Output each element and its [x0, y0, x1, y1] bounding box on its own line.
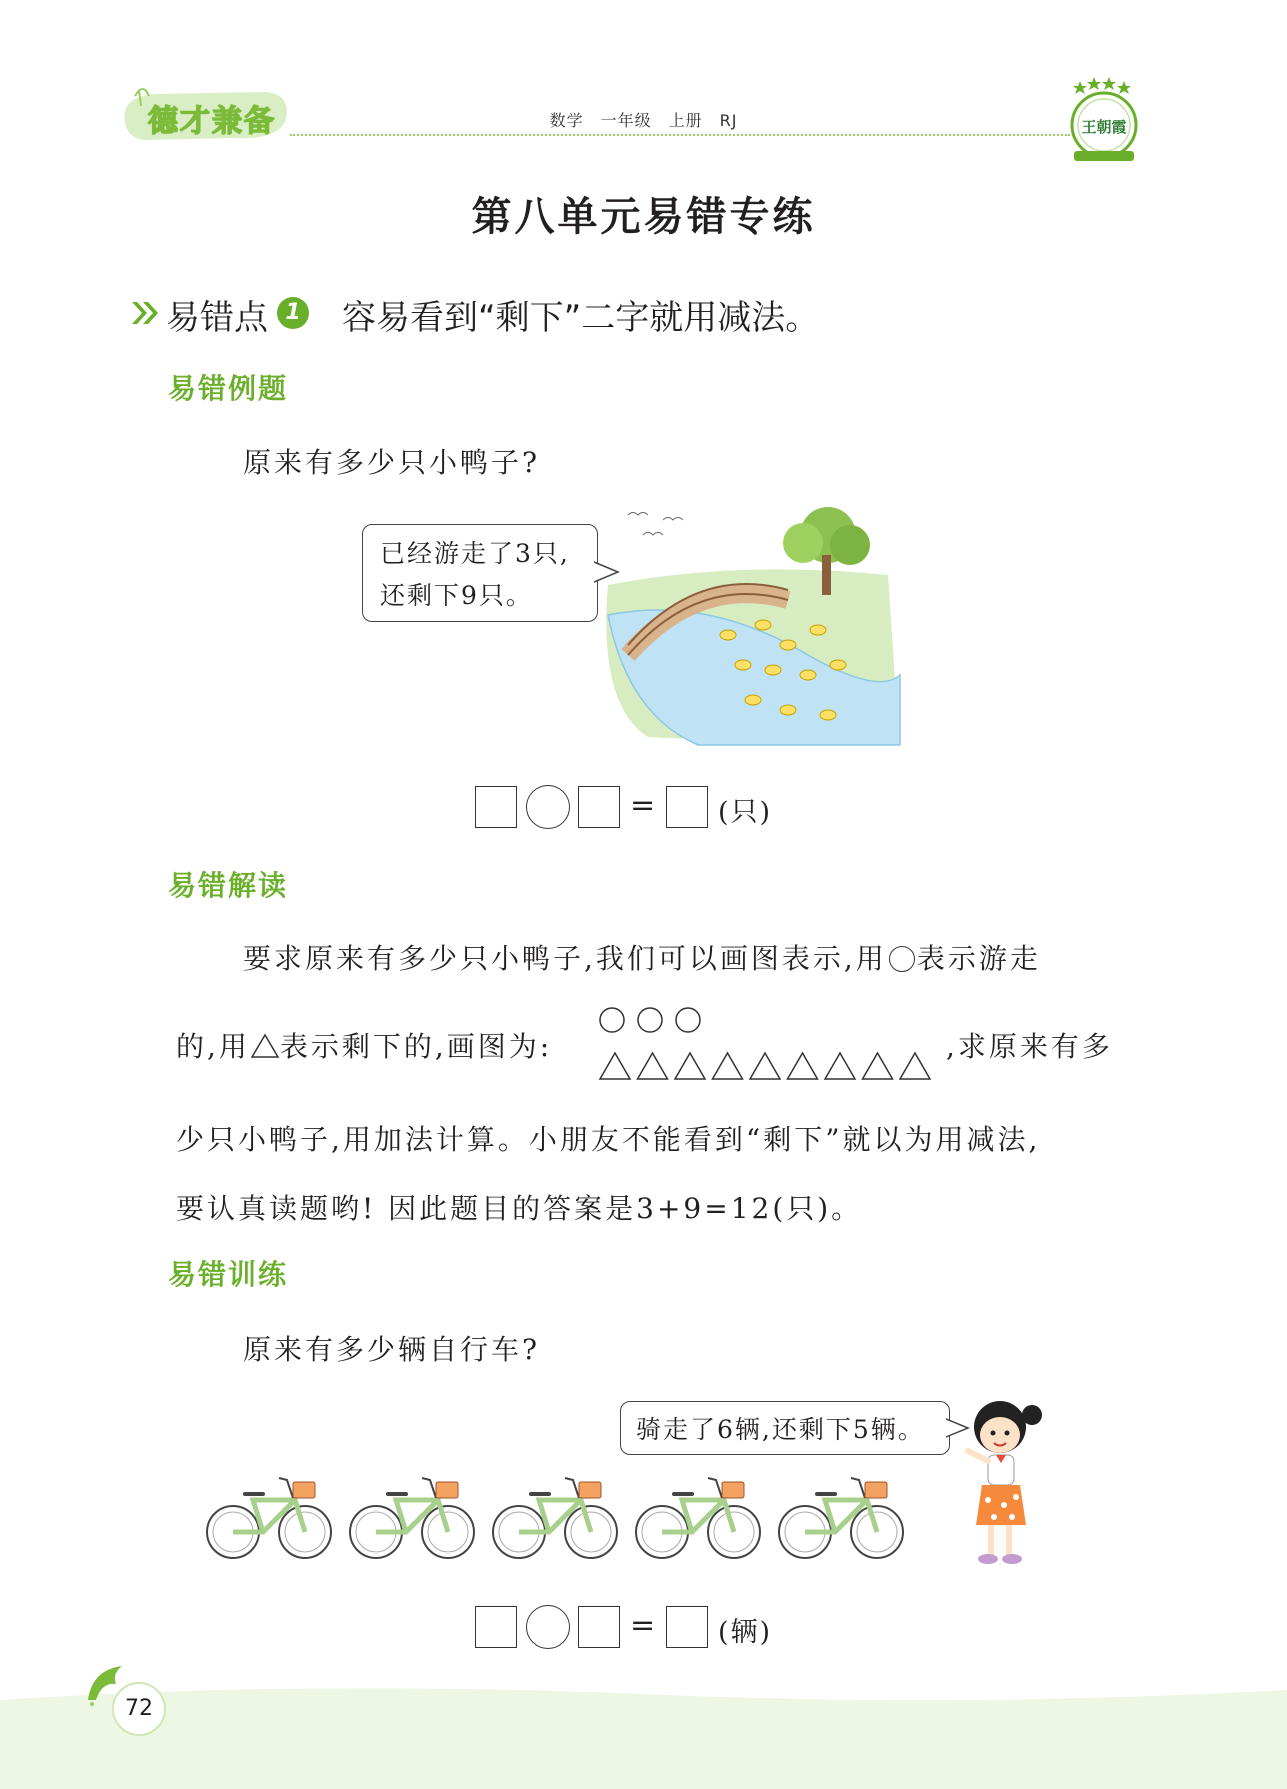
- error-point-description: 容易看到“剩下”二字就用减法。: [342, 298, 820, 338]
- bicycles-illustration: [205, 1470, 910, 1562]
- diagram-triangle: [750, 1053, 780, 1079]
- double-chevron-icon: [130, 298, 160, 328]
- diagram-circle: [676, 1008, 700, 1032]
- diagram-circle: [600, 1008, 624, 1032]
- logo-text: 德才兼备: [148, 104, 276, 139]
- equals-sign: =: [630, 788, 656, 823]
- operator-circle[interactable]: [526, 1605, 570, 1649]
- answer-unit: (辆): [718, 1617, 773, 1648]
- explanation-line-2: [176, 1025, 552, 1065]
- error-point-number: 1: [277, 297, 309, 329]
- bicycle: [779, 1478, 903, 1558]
- explanation-text: 的,用: [176, 1030, 250, 1063]
- answer-box-1[interactable]: [475, 786, 517, 828]
- diagram-triangle: [713, 1053, 743, 1079]
- answer-box-result[interactable]: [666, 786, 708, 828]
- diagram-triangle: [638, 1053, 668, 1079]
- explanation-line-4: 要认真读题哟! 因此题目的答案是3+9=12(只)。: [176, 1192, 863, 1225]
- explanation-line-1: [243, 937, 1041, 977]
- explanation-text: 表示游走: [916, 942, 1041, 975]
- section-explanation-heading: 易错解读: [168, 869, 289, 902]
- answer-box-1[interactable]: [475, 1606, 517, 1648]
- seal-text: 王朝霞: [1081, 118, 1127, 136]
- bubble-line-1: 已经游走了3只,: [380, 539, 570, 568]
- diagram-triangle: [788, 1053, 818, 1079]
- bicycle: [636, 1478, 760, 1558]
- explanation-line-3: 少只小鸭子,用加法计算。小朋友不能看到“剩下”就以为用减法,: [176, 1123, 1041, 1156]
- operator-circle[interactable]: [526, 785, 570, 829]
- answer-box-result[interactable]: [666, 1606, 708, 1648]
- answer-box-2[interactable]: [578, 1606, 620, 1648]
- diagram-triangle: [600, 1053, 630, 1079]
- bicycle: [493, 1478, 617, 1558]
- header-book-info: 数学 一年级 上册 RJ: [549, 111, 738, 130]
- girl-illustration: [960, 1395, 1050, 1575]
- diagram-triangle: [863, 1053, 893, 1079]
- error-point-label: 易错点: [166, 298, 268, 338]
- duck-pond-illustration: [588, 505, 906, 747]
- explanation-text: 表示剩下的,画图为:: [279, 1030, 553, 1063]
- explanation-text: 要求原来有多少只小鸭子,我们可以画图表示,用: [243, 942, 887, 975]
- explanation-line-2-end: ,求原来有多: [946, 1030, 1113, 1063]
- training-question: 原来有多少辆自行车?: [243, 1333, 541, 1366]
- example-question: 原来有多少只小鸭子?: [243, 446, 541, 479]
- page-number: 72: [112, 1682, 166, 1736]
- diagram-triangle: [825, 1053, 855, 1079]
- page-title: 第八单元易错专练: [471, 194, 816, 240]
- circle-symbol: [889, 946, 915, 972]
- bubble-text: 骑走了6辆,还剩下5辆。: [636, 1415, 925, 1444]
- diagram-triangle: [900, 1053, 930, 1079]
- answer-unit: (只): [718, 797, 773, 828]
- circles-triangles-diagram: [598, 1005, 944, 1085]
- answer-box-2[interactable]: [578, 786, 620, 828]
- bicycle: [350, 1478, 474, 1558]
- section-example-heading: 易错例题: [168, 372, 289, 405]
- bubble-line-2: 还剩下9只。: [380, 581, 533, 610]
- triangle-symbol: [250, 1033, 280, 1059]
- bicycle: [207, 1478, 331, 1558]
- section-training-heading: 易错训练: [168, 1258, 289, 1291]
- diagram-circle: [638, 1008, 662, 1032]
- equals-sign: =: [630, 1608, 656, 1643]
- header-divider: [290, 134, 1070, 136]
- footer-background: [0, 1680, 1287, 1789]
- diagram-triangle: [675, 1053, 705, 1079]
